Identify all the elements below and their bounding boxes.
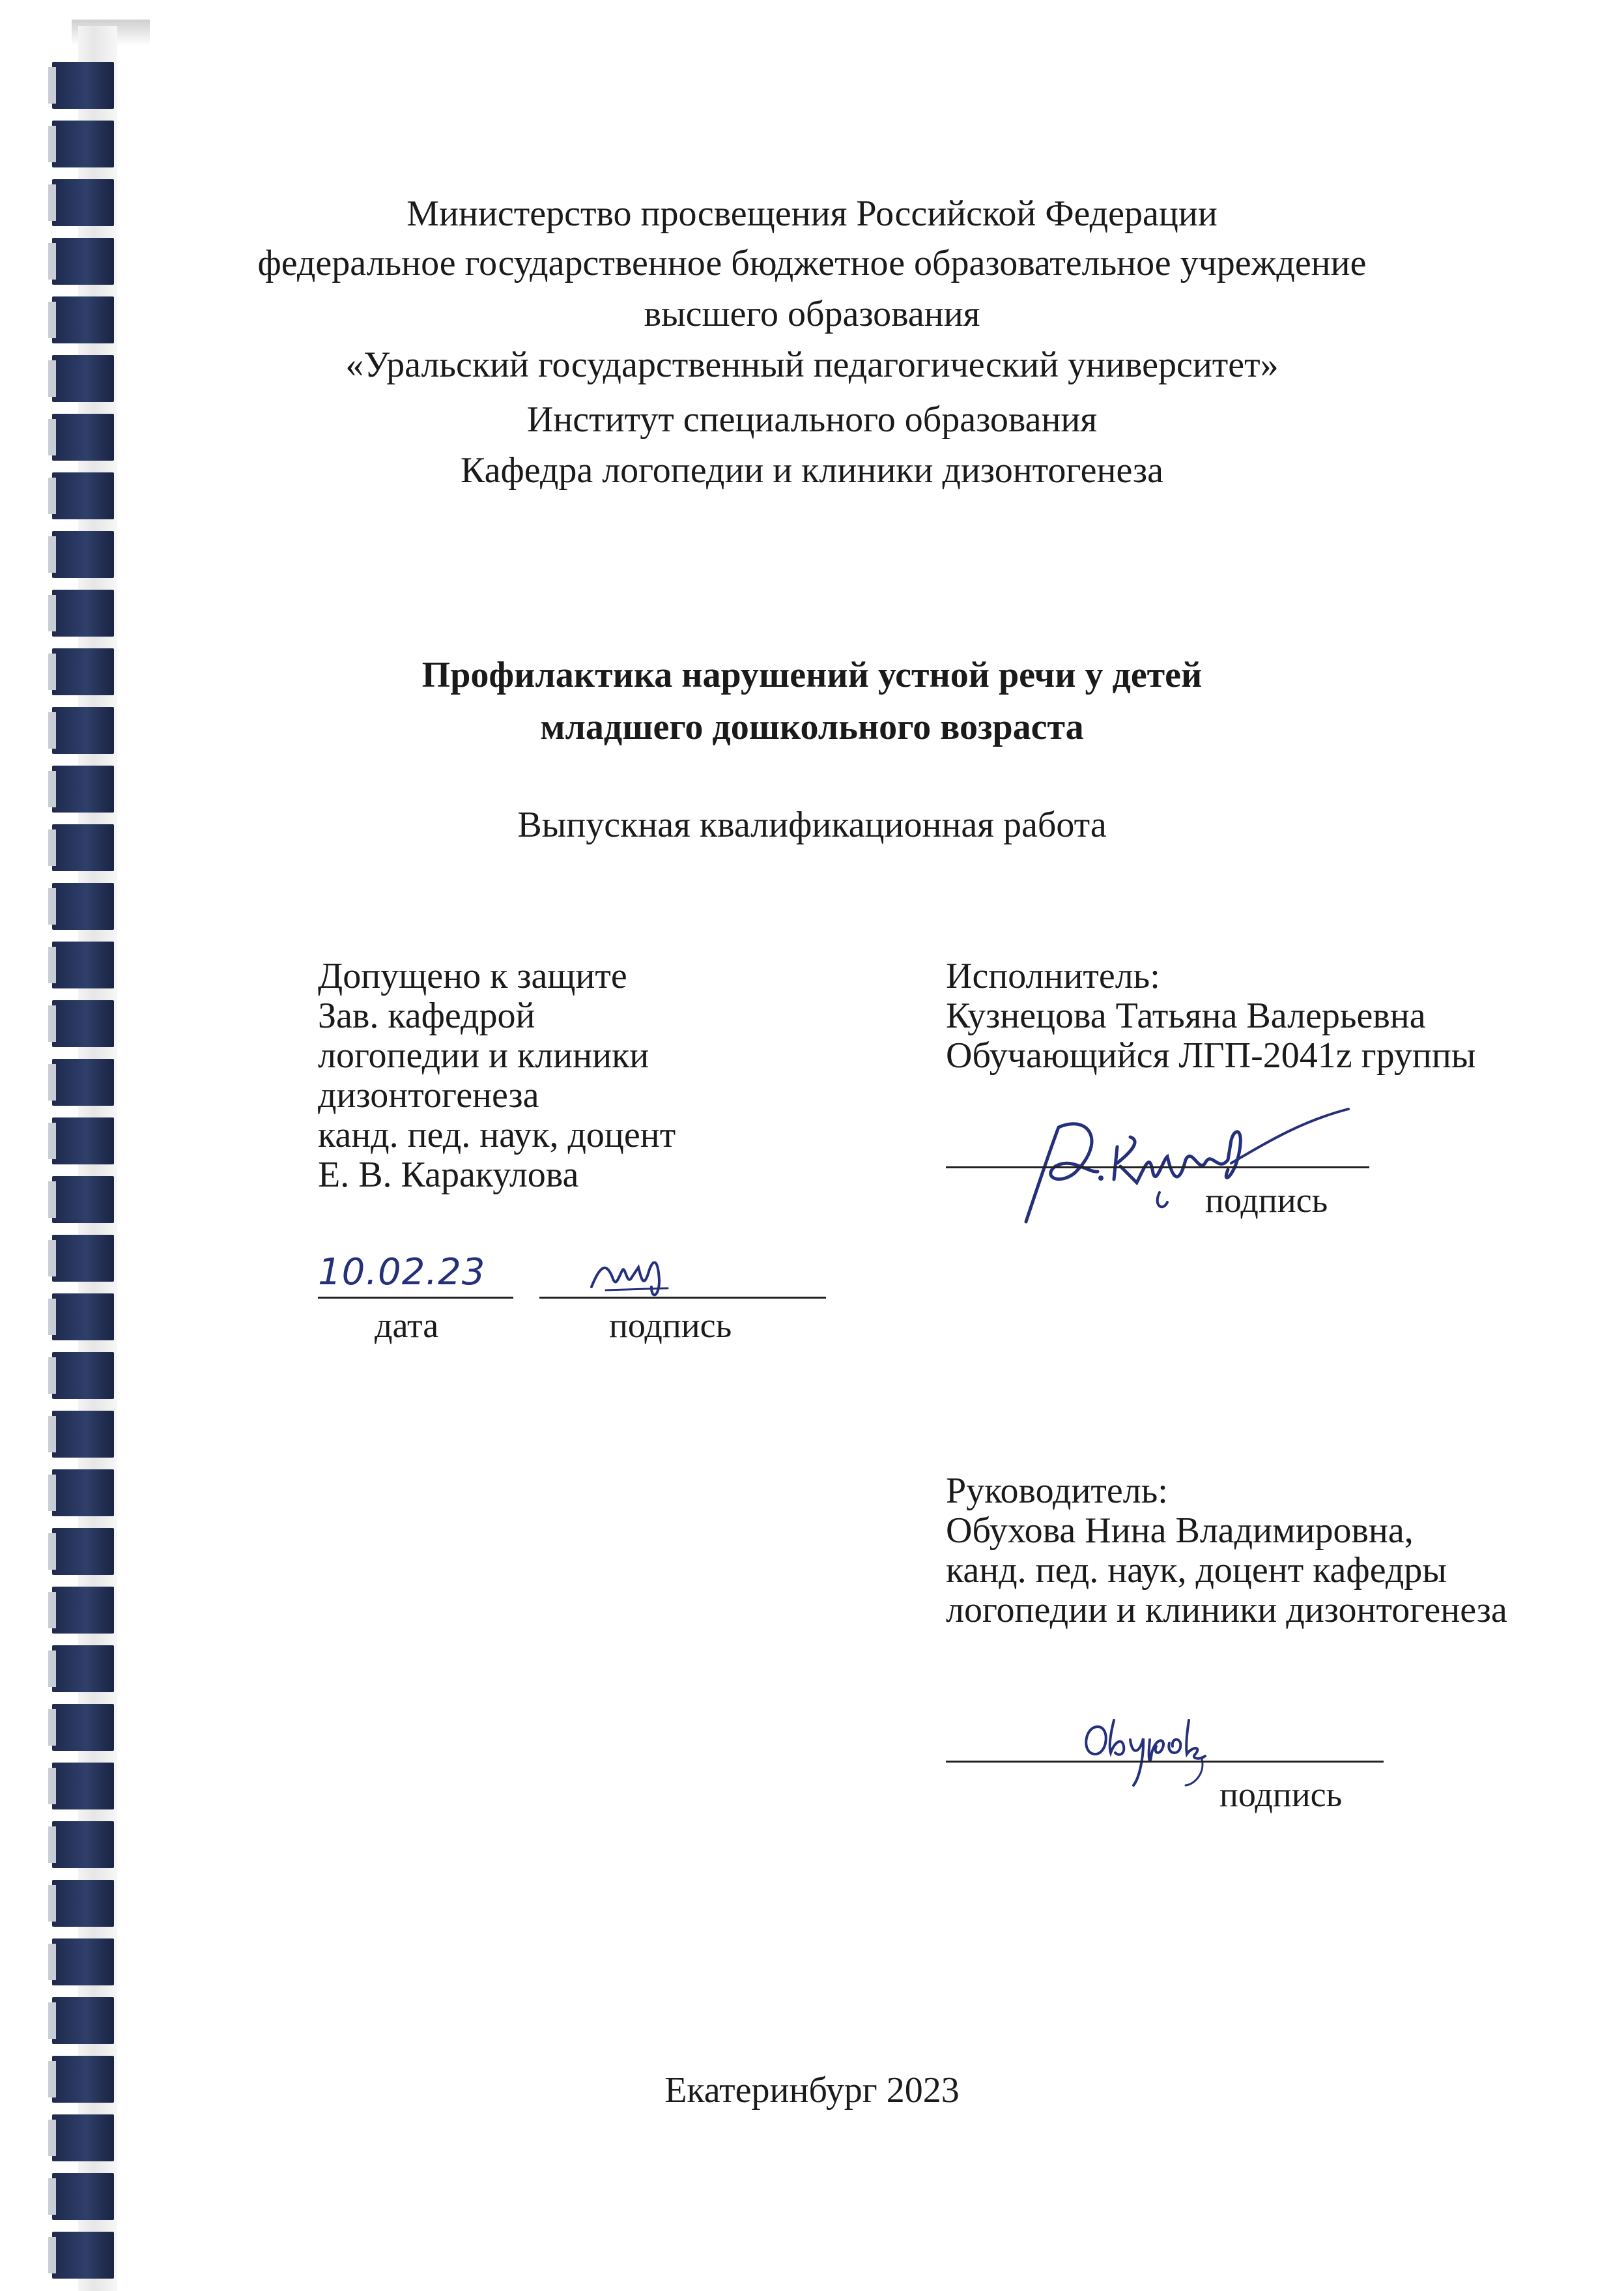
binding-ring	[52, 1059, 114, 1106]
admission-line: логопедии и клиники	[318, 1035, 649, 1076]
binding-ring	[52, 1235, 114, 1282]
head-signature-mark	[586, 1241, 704, 1303]
binding-ring	[52, 1587, 114, 1634]
institution-line-1: федеральное государственное бюджетное образовательное учреждение	[257, 243, 1367, 283]
binding-ring	[52, 1704, 114, 1751]
binding-ring	[52, 1117, 114, 1164]
thesis-title-line-2: младшего дошкольного возраста	[540, 707, 1084, 747]
supervisor-block	[946, 1471, 1507, 1630]
binding-ring	[52, 531, 114, 578]
binding-ring	[52, 1763, 114, 1809]
admission-line: Допущено к защите	[318, 956, 627, 996]
supervisor-line: логопедии и клиники дизонтогенеза	[946, 1590, 1507, 1630]
binding-ring	[52, 942, 114, 988]
binding-ring	[52, 883, 114, 930]
date-line	[318, 1297, 513, 1299]
binding-ring	[52, 1411, 114, 1458]
ministry-line: Министерство просвещения Российской Федерации	[406, 194, 1218, 234]
supervisor-signature-caption: подпись	[1219, 1775, 1343, 1814]
executor-line: Кузнецова Татьяна Валерьевна	[946, 996, 1426, 1036]
binding-ring	[52, 1000, 114, 1047]
executor-block	[946, 957, 1475, 1076]
binding-ring	[52, 2173, 114, 2220]
binding-ring	[52, 1352, 114, 1399]
head-signature-caption: подпись	[609, 1306, 732, 1345]
department-line: Кафедра логопедии и клиники дизонтогенеза	[461, 450, 1163, 491]
executor-signature-line	[946, 1166, 1369, 1168]
binding-ring	[52, 2232, 114, 2279]
admission-block	[318, 957, 676, 1195]
work-type: Выпускная квалификационная работа	[517, 805, 1107, 845]
binding-ring	[52, 1469, 114, 1516]
binding-ring	[52, 1880, 114, 1927]
institution-line-2: высшего образования	[644, 294, 980, 334]
admission-line: Зав. кафедрой	[318, 996, 535, 1036]
thesis-title-line-1: Профилактика нарушений устной речи у детей	[421, 655, 1203, 695]
executor-signature-caption: подпись	[1205, 1181, 1328, 1220]
admission-line: канд. пед. наук, доцент	[318, 1115, 676, 1155]
binding-ring	[52, 1293, 114, 1340]
binding-ring	[52, 1938, 114, 1985]
handwritten-date: 10.02.23	[318, 1251, 486, 1293]
binding-ring	[52, 1997, 114, 2044]
admission-line: дизонтогенеза	[318, 1075, 539, 1116]
supervisor-signature-line	[946, 1761, 1384, 1763]
executor-line: Обучающийся ЛГП-2041z группы	[946, 1035, 1476, 1076]
binding-ring	[52, 1821, 114, 1868]
admission-line: Е. В. Каракулова	[318, 1155, 579, 1195]
binding-ring	[52, 121, 114, 167]
university-line: «Уральский государственный педагогический университет»	[345, 345, 1279, 385]
binding-ring	[52, 2114, 114, 2161]
binding-ring	[52, 1645, 114, 1692]
binding-ring	[52, 1176, 114, 1223]
supervisor-line: канд. пед. наук, доцент кафедры	[946, 1550, 1447, 1591]
head-signature-line	[539, 1297, 826, 1299]
date-caption: дата	[375, 1306, 439, 1345]
supervisor-line: Руководитель:	[946, 1471, 1168, 1511]
binding-ring	[52, 62, 114, 109]
executor-line: Исполнитель:	[946, 956, 1160, 996]
supervisor-signature-mark	[1075, 1707, 1244, 1798]
supervisor-line: Обухова Нина Владимировна,	[946, 1510, 1414, 1551]
binding-ring	[52, 590, 114, 637]
binding-ring	[52, 1528, 114, 1575]
city-year: Екатеринбург 2023	[664, 2070, 960, 2111]
institute-line: Институт специального образования	[526, 399, 1098, 440]
